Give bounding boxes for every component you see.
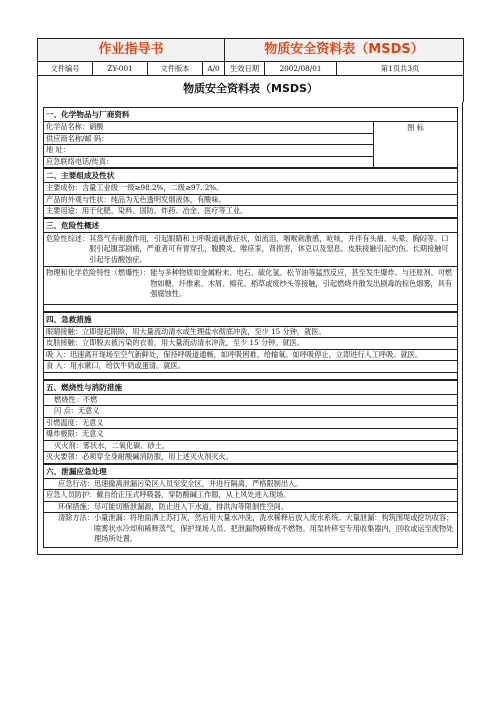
chemical-name: 化学品名称：硝酸 <box>44 122 373 134</box>
health-hazard-text: 其蒸气有刺激作用，引起眼睛和上呼吸道刺激症状，如流泪，咽喉刺激感，呛咳，并伴有头痛、头晕、胸闷等。口服引起腹部剧痛，严重者可有胃穿孔，腹膜炎，喉痉挛，肾损害，休克以及窒息。皮肤接触引起灼伤。长期接触可引起牙齿酸蚀症。 <box>89 233 449 264</box>
supplier: 供应商名称/邮 码： <box>44 134 373 146</box>
ingestion: 食 入：用水漱口，给饮牛奶或蛋清。就医。 <box>43 361 458 373</box>
section-4-title: 四、急救措施 <box>43 312 458 327</box>
doc-no: ZY-001 <box>93 62 148 76</box>
cleanup-label: 清除方法： <box>58 513 94 522</box>
appearance: 产品的外观与性状：纯品为无色透明发烟液体，有酸味。 <box>43 195 458 207</box>
header-left-title: 作业指导书 <box>38 39 225 62</box>
section-5-title: 五、燃烧性与消防措施 <box>43 380 458 395</box>
version-label: 文件版本 <box>148 62 203 76</box>
section-2-title: 二、主要组成及性状 <box>43 168 458 183</box>
spacer <box>43 305 458 312</box>
composition: 主要成份：含量工业级 一级≥98.2%，二级≥97. 2%。 <box>43 183 458 195</box>
flash-point: 闪 点：无意义 <box>43 406 458 418</box>
emergency-phone: 应急联络电话/传真： <box>46 156 114 166</box>
header-table <box>37 38 464 102</box>
header-right-title: 物质安全资料表（MSDS） <box>225 39 464 62</box>
firefighting-note: 灭火要领：必须穿全身耐酸碱消防服，用上述灭火剂灭火。 <box>43 452 458 464</box>
cleanup-method <box>43 513 458 548</box>
doc-no-label: 文件编号 <box>38 62 93 76</box>
health-hazard <box>43 233 458 268</box>
environmental-measures: 环保措施：尽可能切断泄漏源，防止进入下水道，排洪沟等限制性空间。 <box>43 502 458 514</box>
ignition-temp: 引燃温度：无意义 <box>43 418 458 430</box>
extinguishing-agent: 灭火剂：雾状水，二氧化碳、砂土。 <box>43 441 458 453</box>
explosive-limit: 爆炸极限：无意义 <box>43 429 458 441</box>
version: A/0 <box>203 62 225 76</box>
chemical-hazard-label: 物理和化学危险特性（燃爆性）： <box>46 268 151 277</box>
skin-contact: 皮肤接触：立即脱去被污染的衣着，用大量流动清水冲洗，至少 15 分钟。就医。 <box>43 338 458 350</box>
doc-title: 物质安全资料表（MSDS） <box>38 76 464 103</box>
health-hazard-label: 危险性综述： <box>46 233 90 243</box>
hazard-icon-cell: 图 标 <box>373 122 457 167</box>
spacer <box>43 373 458 380</box>
eye-contact: 眼睛接触：立即提起眼睑，用大量流动清水或生理盐水彻底冲洗，至少 15 分钟，就医。 <box>43 327 458 339</box>
date-label: 生效日期 <box>225 62 265 76</box>
chemical-hazard-text: 能与多种物质如金属粉末、电石、硫化氢、松节油等猛烈反应，甚至发生爆炸。与还原剂、可燃物如糖、纤维素、木屑、棉花、稻草或废纱头等接触，引起燃烧并散发出剧毒的棕色烟雾，具有强腐蚀性。 <box>150 268 453 298</box>
document-page <box>37 38 463 555</box>
flammability: 燃烧性：不燃 <box>43 395 458 407</box>
inhalation: 吸 入：迅速离开现场至空气新鲜处，保持呼吸道通畅，如呼吸困难，给输氧。如呼吸停止，立即进行人工呼吸。就医。 <box>43 350 458 362</box>
responder-protection: 应急人员防护：戴自给正压式呼吸器，穿防酸碱工作服，从上风处进入现场。 <box>43 490 458 502</box>
usage: 主要用途：用于化肥、染料、国防、炸药、冶金、医疗等工业。 <box>43 206 458 218</box>
emergency-action: 应急行动：迅速撤离泄漏污染区人员至安全区，并进行隔离，严格限制出入。 <box>43 479 458 491</box>
chemical-hazard <box>43 267 458 305</box>
date: 2002/08/01 <box>265 62 337 76</box>
cleanup-text: 小量泄漏：将地面洒上苏打灰，然后用大量水冲洗，洗水稀释后放入废水系统。大量泄漏：构筑围堤或挖坑收容；喷雾状水冷却和稀释蒸气，保护现场人员、把泄漏物稀释成不燃物。用泵转移至专用收集器内，回收或运至废物处理场所处置。 <box>93 513 454 543</box>
page-number: 第1页共3页 <box>337 62 464 76</box>
msds-body <box>37 102 463 555</box>
section-6-title: 六、泄漏应急处理 <box>43 464 458 479</box>
identification-grid <box>43 122 458 168</box>
section-1-title: 一、化学物品与厂商资料 <box>43 107 458 122</box>
address: 地 址： <box>44 145 373 157</box>
section-3-title: 三、危险性概述 <box>43 218 458 233</box>
